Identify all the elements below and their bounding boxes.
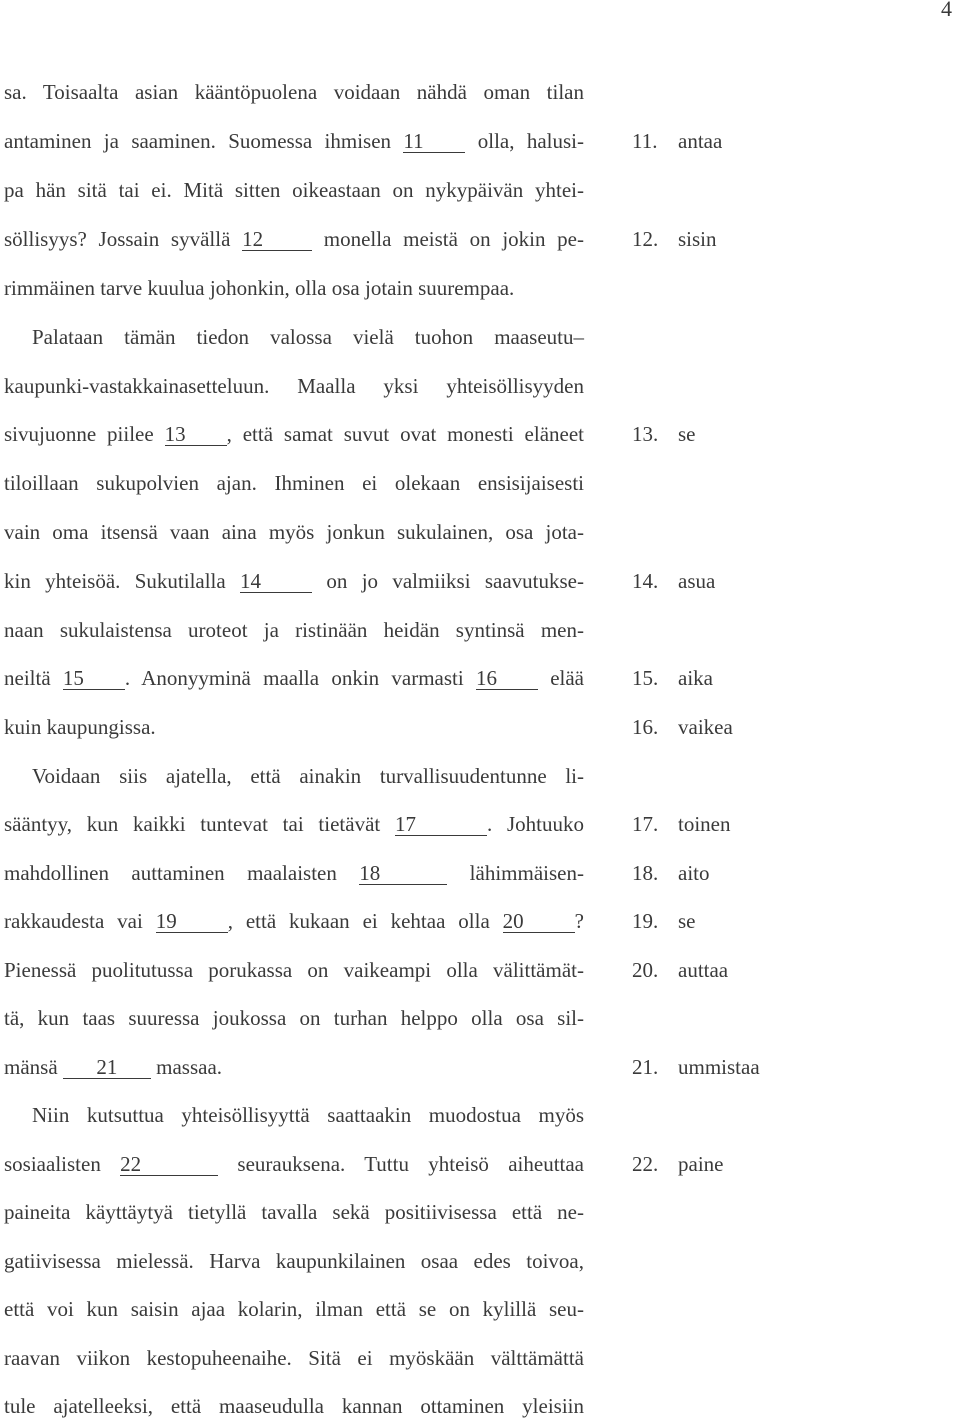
text-line [4, 713, 584, 741]
text-segment: että voi kun saisin ajaa kolarin, ilman että se on kylillä seu- [4, 1297, 584, 1321]
text-line [4, 372, 584, 400]
text-line [4, 274, 584, 302]
text-segment: Palataan tämän tiedon valossa vielä tuohon maaseutu– [32, 325, 584, 349]
text-line [4, 176, 584, 204]
answer-number: 18. [632, 861, 659, 885]
answer-number: 11. [632, 129, 658, 153]
blank-18: 18 [359, 862, 447, 885]
blank-14: 14 [240, 570, 312, 593]
text-segment: sääntyy, kun kaikki tuntevat tai tietävät [4, 812, 395, 836]
text-line [4, 1053, 584, 1081]
text-line [4, 1392, 584, 1420]
blank-19: 19 [156, 910, 228, 933]
answer-item-11 [632, 127, 722, 155]
answer-word: sisin [678, 227, 717, 251]
blank-17: 17 [395, 813, 487, 836]
text-segment: söllisyys? Jossain syvällä [4, 227, 243, 251]
answer-word: auttaa [678, 958, 729, 982]
answer-number: 12. [632, 227, 659, 251]
text-line [4, 1150, 584, 1178]
text-segment: on jo valmiiksi saavutukse- [312, 569, 584, 593]
text-line [4, 616, 584, 644]
text-segment: tä, kun taas suuressa joukossa on turhan helppo olla osa sil- [4, 1006, 584, 1030]
answer-word: vaikea [678, 715, 733, 739]
answer-item-14 [632, 567, 715, 595]
text-segment: naan sukulaistensa uroteot ja ristinään heidän syntinsä men- [4, 618, 584, 642]
text-segment: sivujuonne piilee [4, 422, 165, 446]
text-line [4, 1198, 584, 1226]
blank-22: 22 [120, 1153, 218, 1176]
text-segment: neiltä [4, 666, 63, 690]
text-line [4, 956, 584, 984]
text-segment: sa. Toisaalta asian kääntöpuolena voidaan nähdä oman tilan [4, 80, 584, 104]
answer-number: 22. [632, 1152, 659, 1176]
text-line [4, 78, 584, 106]
answer-item-17 [632, 810, 731, 838]
answer-number: 21. [632, 1055, 659, 1079]
answer-word: se [678, 422, 696, 446]
answer-item-15 [632, 664, 713, 692]
text-line [4, 567, 584, 595]
blank-15: 15 [63, 667, 125, 690]
blank-16: 16 [476, 667, 538, 690]
text-line [4, 420, 584, 448]
text-segment: kaupunki-vastakkainasetteluun. Maalla yksi yhteisöllisyyden [4, 374, 584, 398]
text-line [4, 1247, 584, 1275]
text-line [4, 907, 584, 935]
text-segment: monella meistä on jokin pe- [312, 227, 584, 251]
answer-word: toinen [678, 812, 731, 836]
answer-item-12 [632, 225, 717, 253]
blank-12: 12 [242, 228, 312, 251]
blank-21: 21 [63, 1056, 151, 1079]
text-line [32, 323, 584, 351]
answer-item-22 [632, 1150, 723, 1178]
text-segment: olla, halusi- [465, 129, 584, 153]
answer-item-16 [632, 713, 733, 741]
text-segment: Niin kutsuttua yhteisöllisyyttä saattaakin muodostua myös [32, 1103, 584, 1127]
text-line [4, 664, 584, 692]
text-segment: , että kukaan ei kehtaa olla [227, 909, 503, 933]
text-segment: mänsä [4, 1055, 63, 1079]
text-segment: lähimmäisen- [447, 861, 584, 885]
text-segment: paineita käyttäytyä tietyllä tavalla sekä positiivisessa että ne- [4, 1200, 584, 1224]
text-segment: raavan viikon kestopuheenaihe. Sitä ei myöskään välttämättä [4, 1346, 584, 1370]
text-line [4, 225, 584, 253]
text-line [4, 127, 584, 155]
text-line [4, 518, 584, 546]
text-segment: rakkaudesta vai [4, 909, 156, 933]
text-segment: rimmäinen tarve kuulua johonkin, olla osa jotain suurempaa. [4, 276, 515, 300]
answer-number: 16. [632, 715, 659, 739]
answer-item-19 [632, 907, 696, 935]
text-segment: mahdollinen auttaminen maalaisten [4, 861, 360, 885]
text-line [4, 1344, 584, 1372]
answer-item-21 [632, 1053, 760, 1081]
text-segment: . Anonyyminä maalla onkin varmasti [124, 666, 476, 690]
answer-word: asua [678, 569, 716, 593]
text-line [4, 810, 584, 838]
text-line [4, 1295, 584, 1323]
text-segment: , että samat suvut ovat monesti eläneet [226, 422, 585, 446]
text-segment: antaminen ja saaminen. Suomessa ihmisen [4, 129, 404, 153]
answer-item-13 [632, 420, 696, 448]
answer-word: se [678, 909, 696, 933]
blank-20: 20 [503, 910, 575, 933]
text-segment: massaa. [150, 1055, 223, 1079]
text-segment: vain oma itsensä vaan aina myös jonkun sukulainen, osa jota- [4, 520, 584, 544]
text-segment: . Johtuuko [486, 812, 584, 836]
text-segment: Voidaan siis ajatella, että ainakin turvallisuudentunne li- [32, 764, 584, 788]
answer-number: 19. [632, 909, 659, 933]
answer-number: 13. [632, 422, 659, 446]
text-segment: kin yhteisöä. Sukutilalla [4, 569, 241, 593]
answer-word: ummistaa [678, 1055, 760, 1079]
answer-number: 14. [632, 569, 659, 593]
answer-item-20 [632, 956, 728, 984]
text-segment: tule ajatelleeksi, että maaseudulla kannan ottaminen yleisiin [4, 1394, 584, 1418]
text-segment: gatiivisessa mielessä. Harva kaupunkilainen osaa edes toivoa, [4, 1249, 584, 1273]
text-segment: elää [537, 666, 585, 690]
text-line [32, 1101, 584, 1129]
text-segment: Pienessä puolitutussa porukassa on vaikeampi olla välittämät- [4, 958, 584, 982]
text-segment: pa hän sitä tai ei. Mitä sitten oikeastaan on nykypäivän yhtei- [4, 178, 584, 202]
answer-word: paine [678, 1152, 724, 1176]
answer-word: aika [678, 666, 713, 690]
text-segment: seurauksena. Tuttu yhteisö aiheuttaa [218, 1152, 584, 1176]
text-segment: ? [574, 909, 584, 933]
text-segment: tiloillaan sukupolvien ajan. Ihminen ei olekaan ensisijaisesti [4, 471, 584, 495]
answer-number: 15. [632, 666, 659, 690]
answer-item-18 [632, 859, 710, 887]
blank-13: 13 [165, 423, 227, 446]
text-segment: kuin kaupungissa. [4, 715, 156, 739]
text-line [32, 762, 584, 790]
blank-11: 11 [403, 130, 465, 153]
answer-word: aito [678, 861, 710, 885]
text-line [4, 469, 584, 497]
answer-number: 20. [632, 958, 659, 982]
page-number: 4 [941, 0, 952, 21]
text-line [4, 1004, 584, 1032]
answer-number: 17. [632, 812, 659, 836]
answer-word: antaa [678, 129, 723, 153]
text-line [4, 859, 584, 887]
text-segment: sosiaalisten [4, 1152, 121, 1176]
